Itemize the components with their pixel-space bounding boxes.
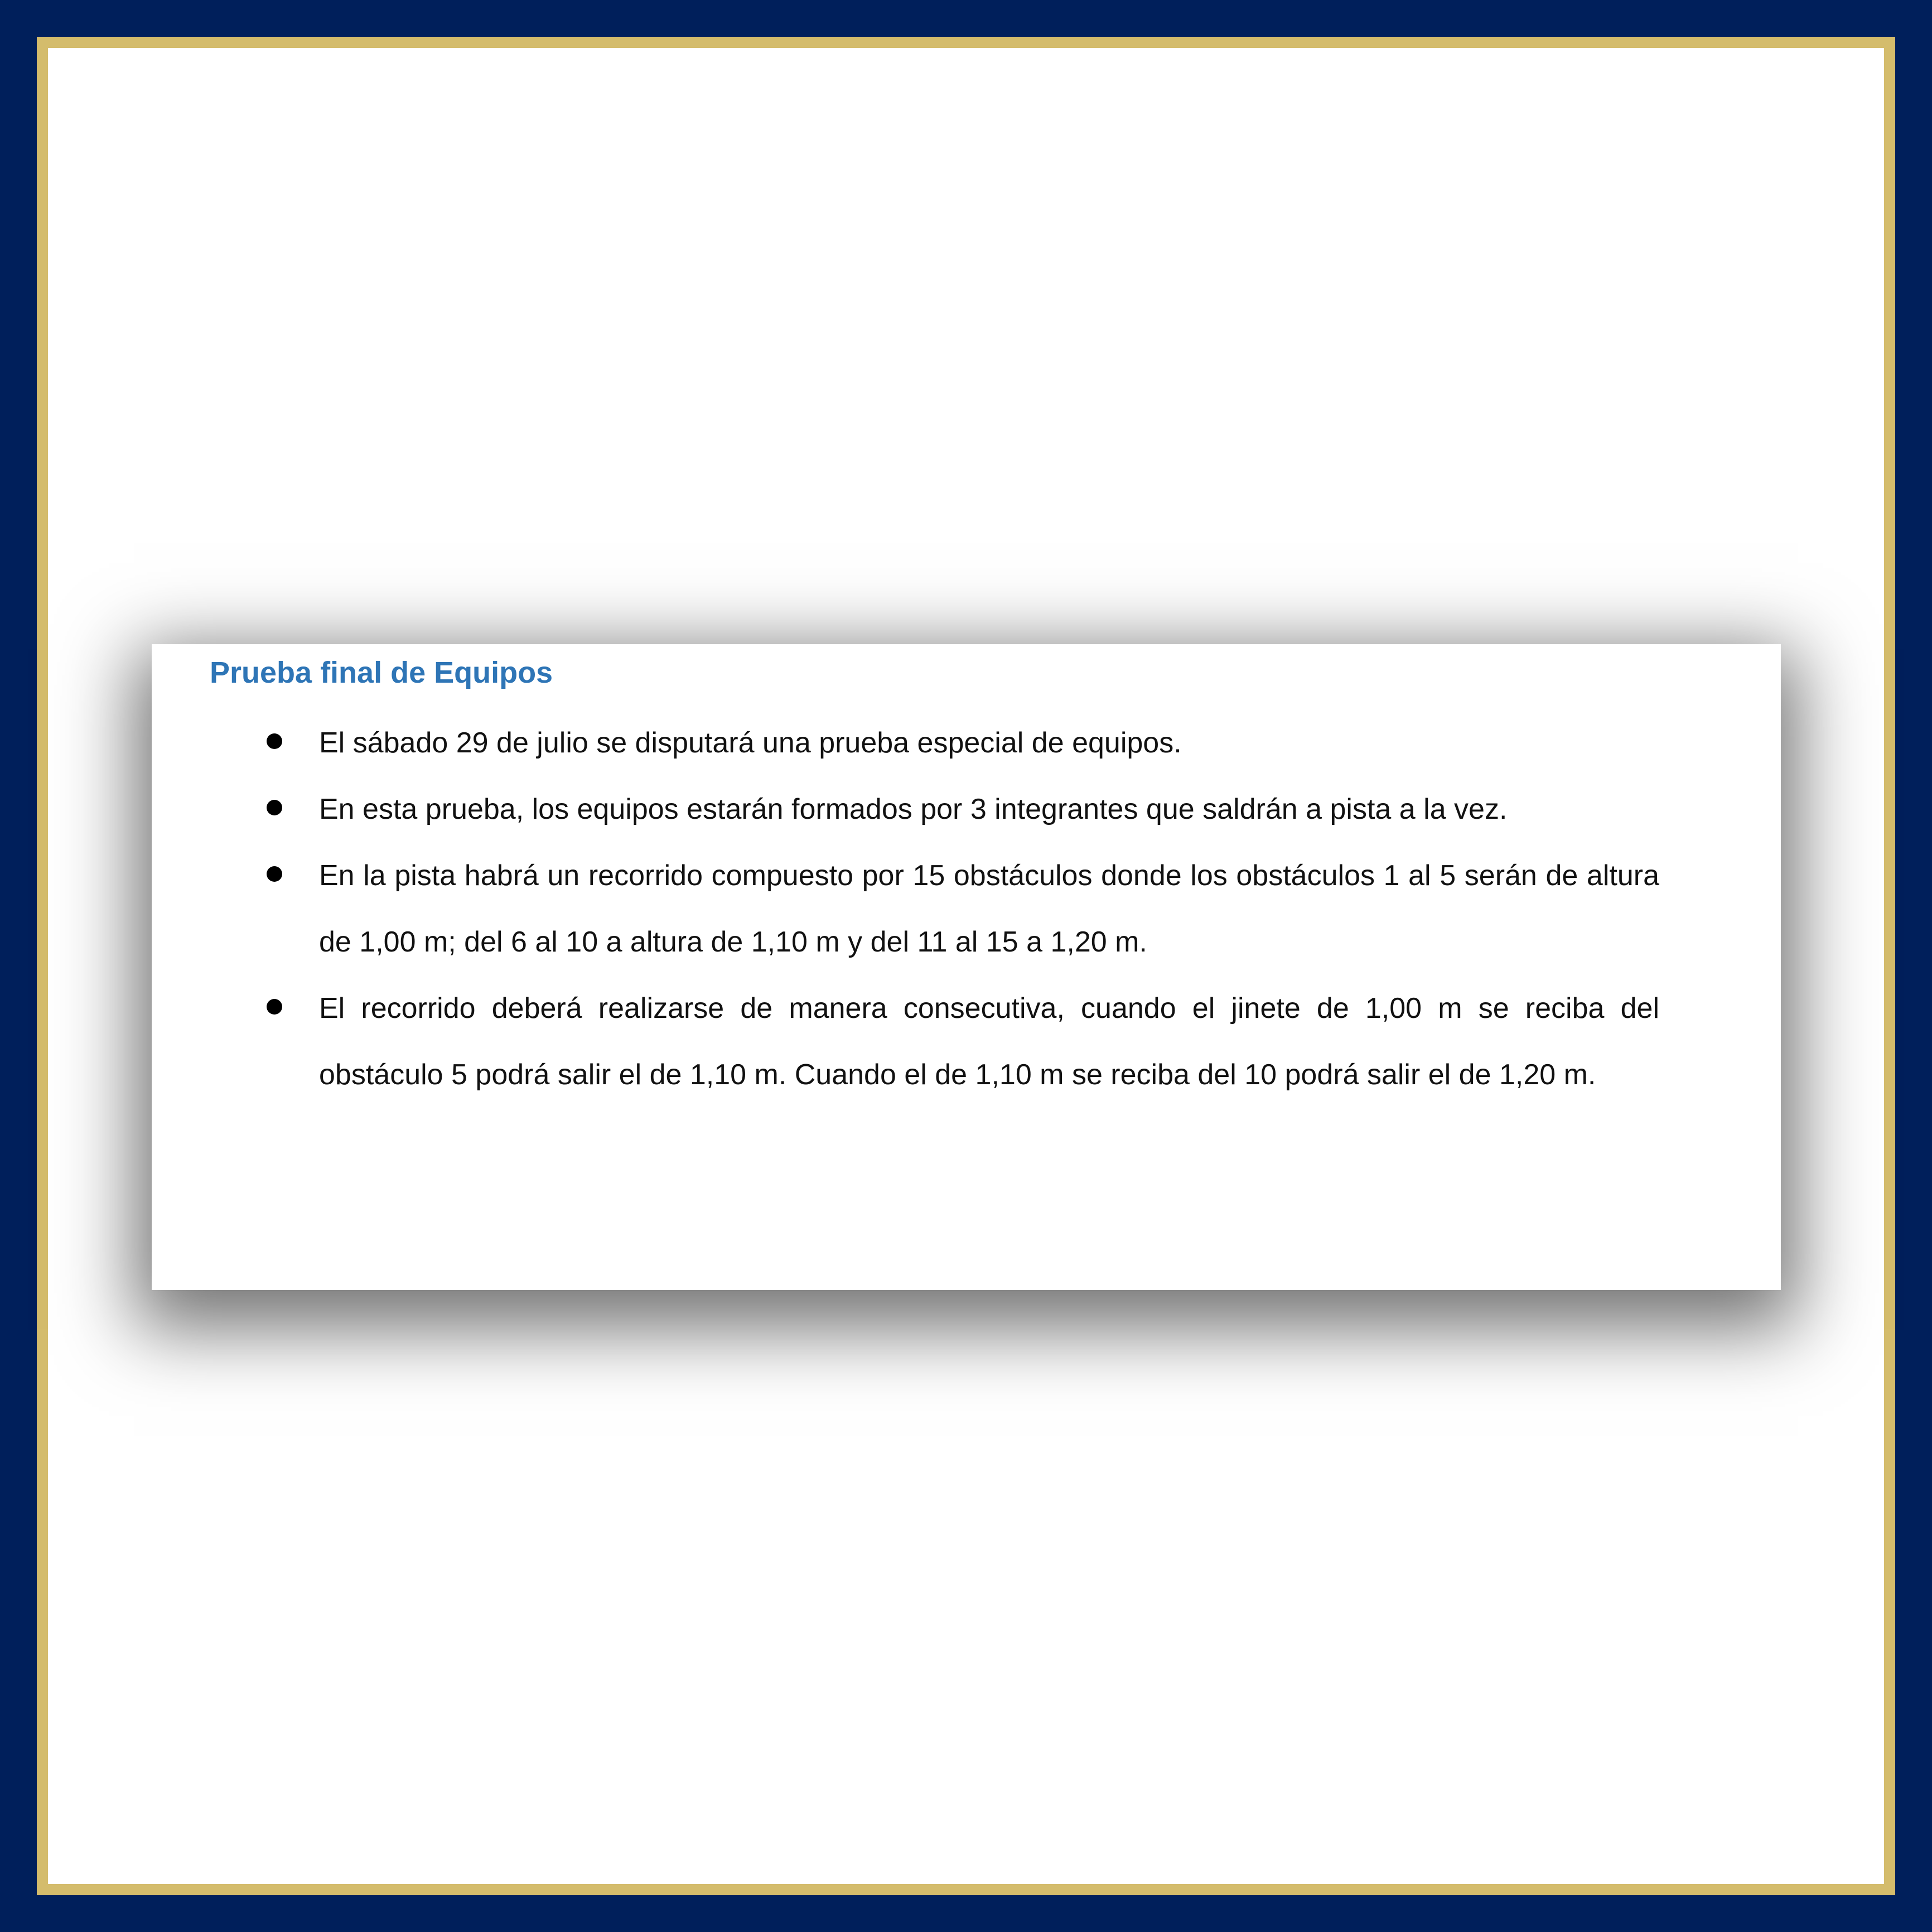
bullet-icon — [267, 999, 282, 1015]
list-item — [152, 975, 1781, 1108]
document-excerpt-card — [152, 644, 1781, 1290]
list-item-text: En la pista habrá un recorrido compuesto por 15 obstáculos donde los obstáculos 1 al 5 serán de altura de 1,00 m; del 6 al 10 a altura de 1,10 m y del 11 al 15 a 1,20 m. — [319, 859, 1659, 958]
page-canvas — [48, 48, 1884, 1884]
bullet-icon — [267, 866, 282, 882]
bullet-list — [152, 710, 1781, 1108]
list-item — [152, 843, 1781, 975]
list-item-text: El recorrido deberá realizarse de manera consecutiva, cuando el jinete de 1,00 m se reciba del obstáculo 5 podrá salir el de 1,10 m. Cuando el de 1,10 m se reciba del 10 podrá salir el de 1,20 m. — [319, 992, 1659, 1091]
list-item — [152, 710, 1781, 776]
bullet-icon — [267, 733, 282, 749]
list-item-text: En esta prueba, los equipos estarán formados por 3 integrantes que saldrán a pista a la vez. — [319, 793, 1508, 825]
list-item-text: El sábado 29 de julio se disputará una prueba especial de equipos. — [319, 727, 1182, 759]
section-heading: Prueba final de Equipos — [210, 656, 553, 689]
bullet-icon — [267, 800, 282, 815]
list-item — [152, 776, 1781, 843]
